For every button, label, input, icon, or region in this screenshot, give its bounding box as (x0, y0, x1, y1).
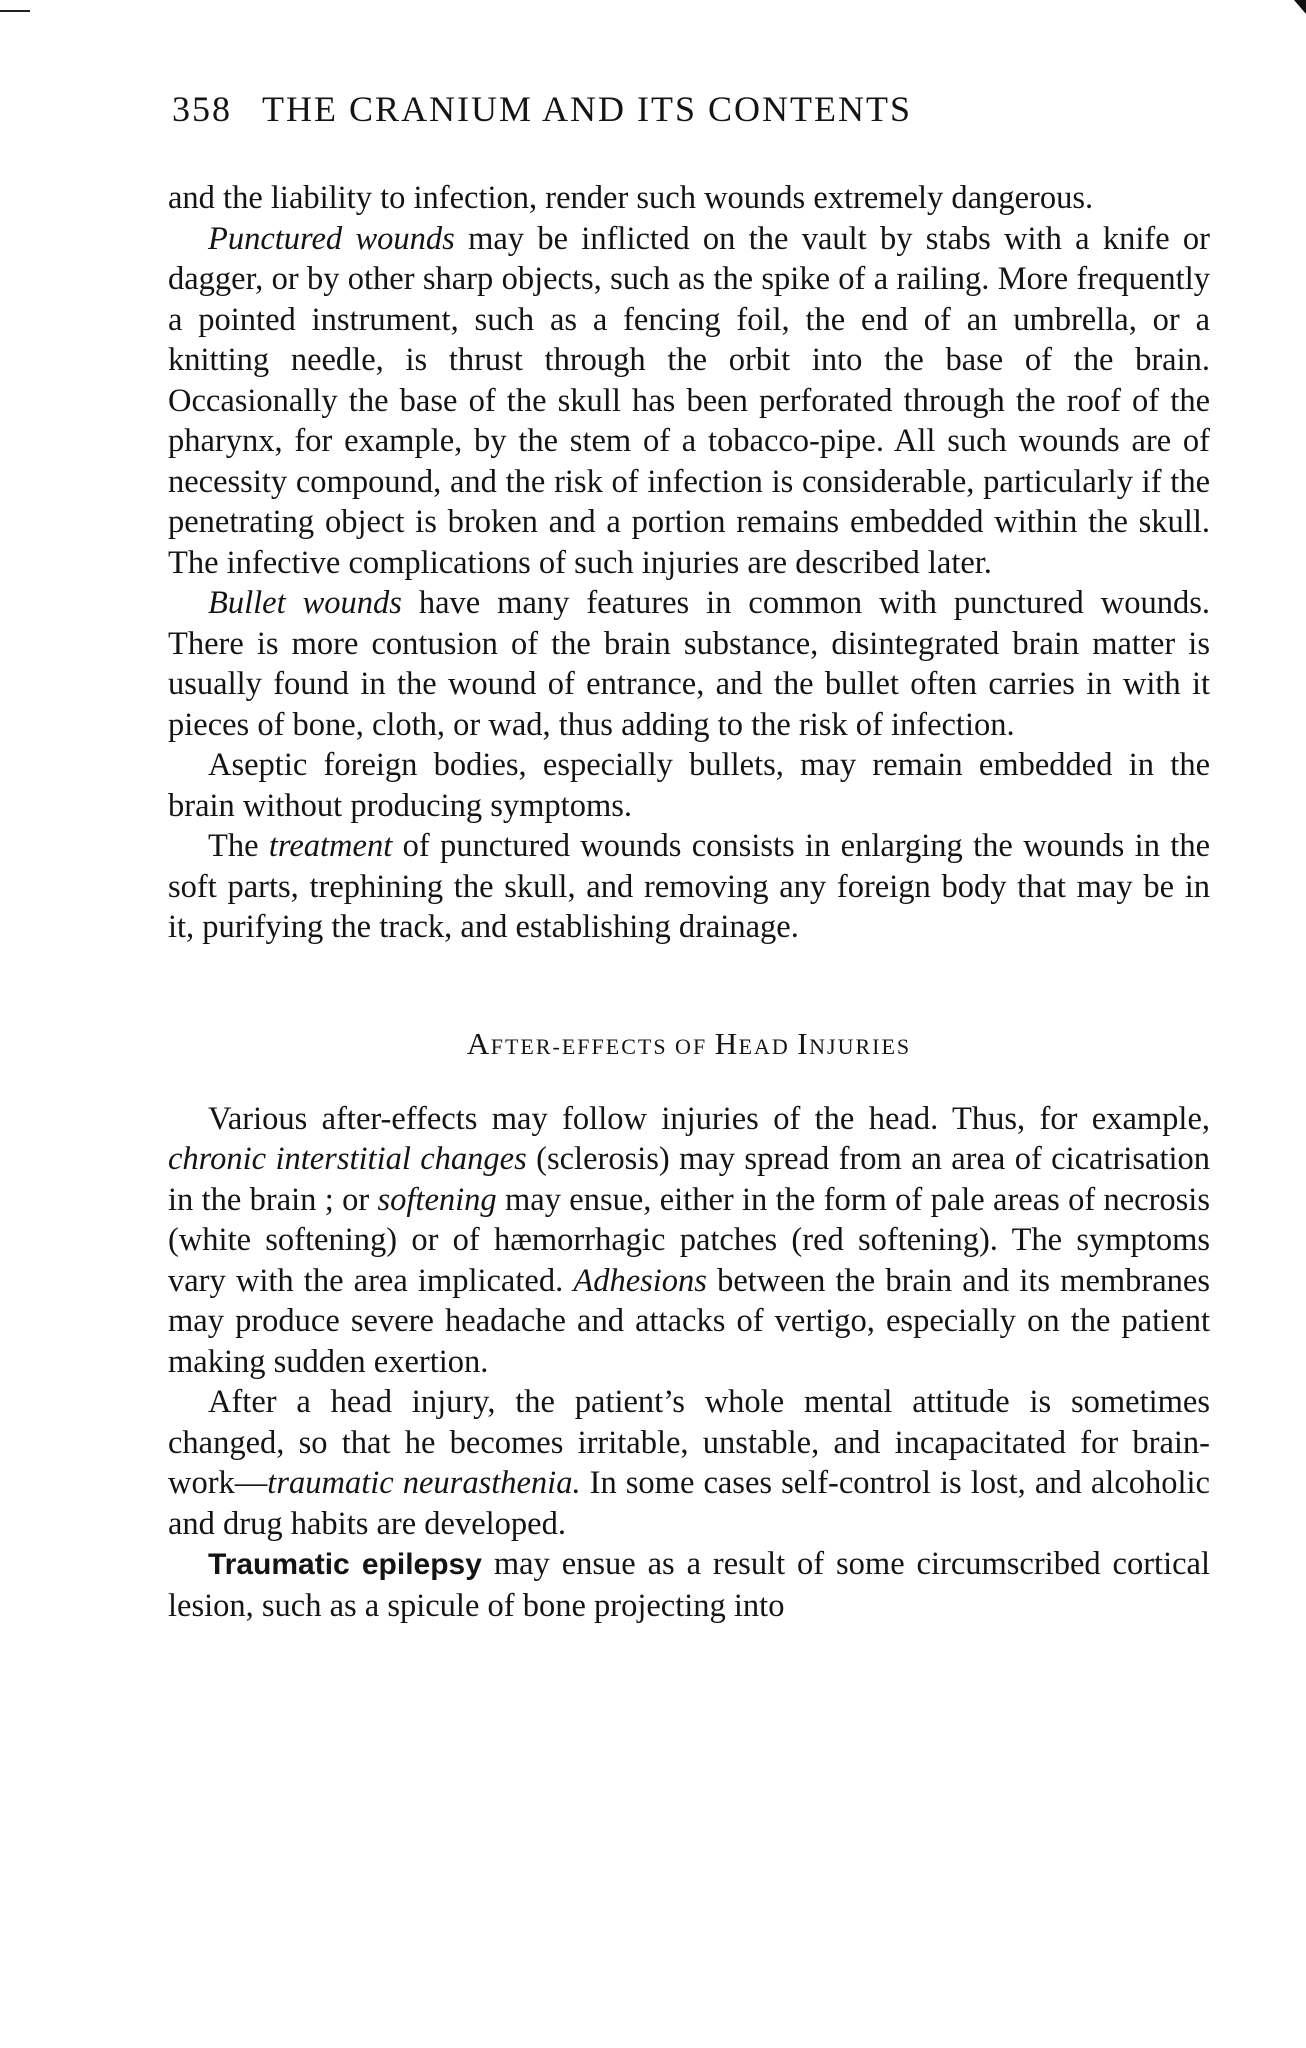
heading-smallcaps: EAD (738, 1033, 798, 1059)
italic-term: Bullet wounds (208, 585, 402, 621)
paragraph-text: may be inflicted on the vault by stabs with a knife or dagger, or by other sharp objects, such as the spike of a railing. More frequently a pointed instrument, such as a fencing foil, the end of an umbrella, or a knitting needle, is thrust through the orbit into the base of the brain. Occasionally the base of the skull has been perforated through the roof of the pharynx, for example, by the stem of a tobacco-pipe. All such wounds are of necessity compound, and the risk of infection is considerable, particularly if the penetrating object is broken and a portion remains embedded within the skull. The infective complications of such injuries are described later. (168, 220, 1210, 581)
paragraph-text: may ensue, either in the form of pale areas of necrosis (white softening) or of hæmorrhagic patches (red softening). The symptoms vary with the area implicated. (168, 1181, 1210, 1299)
italic-term: chronic interstitial changes (168, 1141, 527, 1177)
page-corner-mark (1294, 0, 1306, 14)
paragraph-text: between the brain and its membranes may produce severe headache and attacks of vertigo, especially on the patient making sudden exertion. (168, 1262, 1210, 1380)
paragraph-text: Various after-effects may follow injuries of the head. Thus, for example, (208, 1100, 1210, 1137)
paragraph-text: (sclerosis) may spread from an area of cicatrisation in the brain ; or (168, 1141, 1211, 1218)
italic-term: Adhesions (573, 1262, 707, 1299)
paragraph-punctured-wounds (168, 219, 1210, 584)
page-number: 358 (172, 89, 232, 129)
section-heading (168, 1024, 1210, 1067)
bold-term: Traumatic epilepsy (208, 1548, 482, 1581)
scan-edge-mark (0, 10, 30, 12)
running-title: THE CRANIUM AND ITS CONTENTS (262, 89, 912, 129)
paragraph-mental-attitude (168, 1382, 1210, 1544)
italic-term: treatment (268, 828, 393, 864)
paragraph-text: have many features in common with punctured wounds. There is more contusion of the brain substance, disintegrated brain matter is usually found in the wound of entrance, and the bullet often carries in with it pieces of bone, cloth, or wad, thus adding to the risk of infection. (168, 585, 1210, 743)
paragraph-text: and the liability to infection, render such wounds extremely dangerous. (168, 180, 1094, 216)
paragraph-aseptic-bodies (168, 745, 1210, 826)
paragraph-after-effects (168, 1099, 1210, 1383)
paragraph-text: may ensue as a result of some circumscribed cortical lesion, such as a spicule of bone projecting into (168, 1546, 1210, 1624)
heading-cap: H (714, 1025, 739, 1061)
running-header (172, 88, 1072, 130)
page-body (168, 178, 1210, 1626)
paragraph-text: In some cases self-control is lost, and alcoholic and drug habits are developed. (168, 1465, 1210, 1542)
paragraph-continuation (168, 178, 1210, 219)
paragraph-bullet-wounds (168, 583, 1210, 745)
paragraph-text: of punctured wounds consists in enlarging the wounds in the soft parts, trephining the skull, and removing any foreign body that may be in it, purifying the track, and establishing drainage. (168, 828, 1210, 945)
paragraph-text: After a head injury, the patient’s whole mental attitude is sometimes changed, so that he becomes irritable, unstable, and incapacitated for brain-work— (168, 1384, 1210, 1501)
paragraph-text: Aseptic foreign bodies, especially bullets, may remain embedded in the brain without producing symptoms. (168, 747, 1210, 824)
heading-smallcaps: NJURIES (809, 1033, 912, 1059)
paragraph-traumatic-epilepsy (168, 1544, 1210, 1626)
heading-cap: I (797, 1025, 810, 1061)
heading-smallcaps: FTER-EFFECTS OF (490, 1033, 715, 1059)
italic-term: softening (377, 1181, 497, 1218)
paragraph-text: The (208, 828, 269, 864)
italic-term: traumatic neurasthenia. (267, 1465, 581, 1501)
italic-term: Punctured wounds (208, 220, 455, 257)
paragraph-treatment (168, 826, 1210, 948)
heading-cap: A (466, 1025, 491, 1061)
